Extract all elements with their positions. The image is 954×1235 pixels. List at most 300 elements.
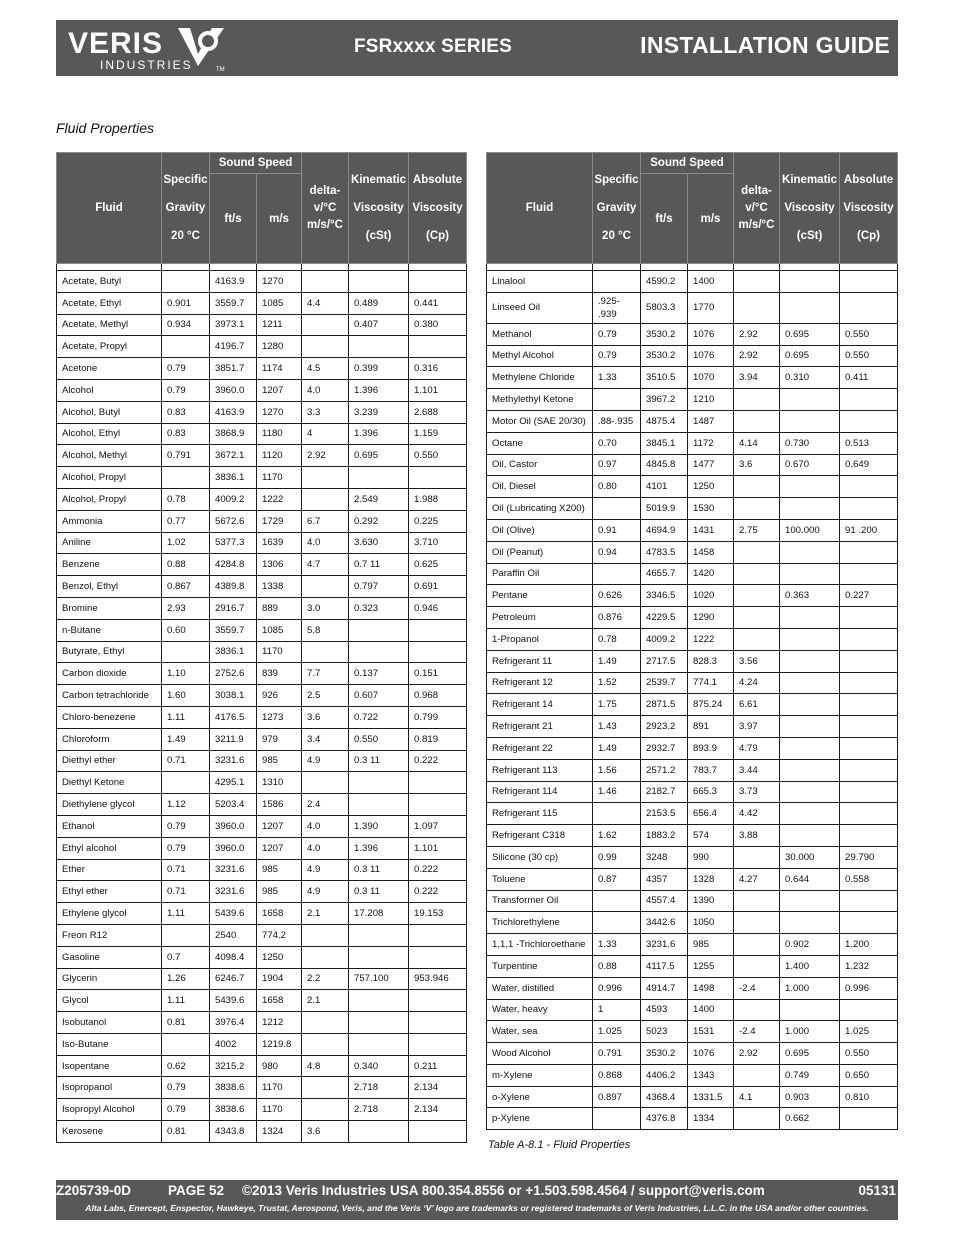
col-gravity: Specific Gravity 20 °C (593, 153, 641, 264)
kinematic-cell: 1.000 (780, 1021, 840, 1043)
fts-cell: 3960.0 (210, 837, 257, 859)
kinematic-cell: 0.137 (349, 663, 409, 685)
table-row (57, 685, 467, 707)
gravity-cell: 1.49 (593, 650, 641, 672)
table-row (57, 924, 467, 946)
ms-cell: 1270 (257, 271, 302, 293)
kinematic-cell: 3.239 (349, 401, 409, 423)
table-row (57, 532, 467, 554)
table-row (57, 597, 467, 619)
delta-cell: 3.6 (734, 454, 780, 476)
fluid-cell: Trichlorethylene (487, 912, 593, 934)
fluid-cell: Acetate, Ethyl (57, 292, 162, 314)
ms-cell: 1255 (688, 955, 734, 977)
gravity-cell (593, 563, 641, 585)
ms-cell: 1076 (688, 345, 734, 367)
kinematic-cell (780, 912, 840, 934)
fts-cell: 2932.7 (641, 737, 688, 759)
fluid-cell: Motor Oil (SAE 20/30) (487, 410, 593, 432)
absolute-cell: 0.411 (840, 367, 898, 389)
table-row (487, 934, 898, 956)
table-row (57, 728, 467, 750)
absolute-cell (409, 1033, 467, 1055)
ms-cell: 1250 (257, 946, 302, 968)
absolute-cell (840, 999, 898, 1021)
kinematic-cell: 0.489 (349, 292, 409, 314)
fluid-cell: Ethanol (57, 815, 162, 837)
fts-cell: 3231.6 (210, 881, 257, 903)
ms-cell: 1076 (688, 1043, 734, 1065)
page-number: PAGE 52 (168, 1183, 225, 1198)
table-spacer-row (57, 264, 467, 271)
delta-cell: 2.75 (734, 519, 780, 541)
fts-cell: 5019.9 (641, 498, 688, 520)
fluid-cell: Water, sea (487, 1021, 593, 1043)
fts-cell: 5203.4 (210, 794, 257, 816)
gravity-cell: 1.49 (162, 728, 210, 750)
gravity-cell (162, 772, 210, 794)
fluid-cell: Freon R12 (57, 924, 162, 946)
table-row (57, 445, 467, 467)
fluid-cell: Ethyl ether (57, 881, 162, 903)
fluid-cell: Iso-Butane (57, 1033, 162, 1055)
gravity-cell: 0.71 (162, 881, 210, 903)
delta-cell (734, 563, 780, 585)
gravity-cell: 1.11 (162, 706, 210, 728)
revision-code: 05131 (858, 1183, 896, 1198)
ms-cell: 783.7 (688, 759, 734, 781)
fts-cell: 5439.6 (210, 990, 257, 1012)
fts-cell: 3215.2 (210, 1055, 257, 1077)
kinematic-cell (780, 271, 840, 293)
kinematic-cell: 0.3 11 (349, 859, 409, 881)
ms-cell: 1431 (688, 519, 734, 541)
fluid-cell: Diethyl ether (57, 750, 162, 772)
delta-cell (734, 1064, 780, 1086)
fluid-cell: Carbon tetrachloride (57, 685, 162, 707)
table-row (57, 815, 467, 837)
absolute-cell: 0.222 (409, 859, 467, 881)
gravity-cell: 1.025 (593, 1021, 641, 1043)
fluid-cell: Carbon dioxide (57, 663, 162, 685)
delta-cell (734, 607, 780, 629)
table-row (487, 977, 898, 999)
delta-cell (734, 389, 780, 411)
delta-cell: 4.4 (302, 292, 349, 314)
spacer-cell (593, 264, 641, 271)
page-header (56, 20, 898, 76)
fts-cell: 4593 (641, 999, 688, 1021)
kinematic-cell (780, 476, 840, 498)
fts-cell: 3211.9 (210, 728, 257, 750)
absolute-cell: 91 .200 (840, 519, 898, 541)
table-row (487, 825, 898, 847)
kinematic-cell: 0.310 (780, 367, 840, 389)
table-row (487, 650, 898, 672)
fts-cell: 2871.5 (641, 694, 688, 716)
ms-cell: 1310 (257, 772, 302, 794)
delta-cell (302, 924, 349, 946)
delta-cell (734, 1108, 780, 1130)
table-row (487, 1043, 898, 1065)
table-row (487, 890, 898, 912)
gravity-cell: 0.70 (593, 432, 641, 454)
table-row (487, 1021, 898, 1043)
kinematic-cell: 1.400 (780, 955, 840, 977)
delta-cell: 4.9 (302, 750, 349, 772)
kinematic-cell: 100.000 (780, 519, 840, 541)
absolute-cell (840, 628, 898, 650)
ms-cell: 1250 (688, 476, 734, 498)
col-sound-speed: Sound Speed (641, 153, 734, 174)
fts-cell: 3868.9 (210, 423, 257, 445)
gravity-cell: 0.868 (593, 1064, 641, 1086)
kinematic-cell (349, 1033, 409, 1055)
kinematic-cell (349, 1121, 409, 1143)
fts-cell: 2182.7 (641, 781, 688, 803)
spacer-cell (487, 264, 593, 271)
delta-cell (302, 314, 349, 336)
gravity-cell: 0.60 (162, 619, 210, 641)
ms-cell: 1290 (688, 607, 734, 629)
fluid-cell: Alcohol, Butyl (57, 401, 162, 423)
kinematic-cell: 0.903 (780, 1086, 840, 1108)
absolute-cell (409, 772, 467, 794)
spacer-cell (162, 264, 210, 271)
kinematic-cell: 0.695 (780, 323, 840, 345)
kinematic-cell (349, 467, 409, 489)
kinematic-cell: 0.749 (780, 1064, 840, 1086)
gravity-cell: 1.43 (593, 716, 641, 738)
kinematic-cell (780, 716, 840, 738)
fluid-cell: Kerosene (57, 1121, 162, 1143)
fts-cell: 4343.8 (210, 1121, 257, 1143)
ms-cell: 1120 (257, 445, 302, 467)
absolute-cell: 0.211 (409, 1055, 467, 1077)
fts-cell: 2571.2 (641, 759, 688, 781)
delta-cell: 4.0 (302, 815, 349, 837)
fluid-cell: 1-Propanol (487, 628, 593, 650)
absolute-cell (840, 498, 898, 520)
kinematic-cell: 0.670 (780, 454, 840, 476)
delta-cell: 5.8 (302, 619, 349, 641)
fts-cell: 3530.2 (641, 345, 688, 367)
ms-cell: 891 (688, 716, 734, 738)
absolute-cell: 0.225 (409, 510, 467, 532)
ms-cell: 1334 (688, 1108, 734, 1130)
table-row (487, 868, 898, 890)
ms-cell: 665.3 (688, 781, 734, 803)
delta-cell: 2.1 (302, 990, 349, 1012)
kinematic-cell (349, 924, 409, 946)
absolute-cell (409, 924, 467, 946)
gravity-cell: 0.626 (593, 585, 641, 607)
spacer-cell (210, 264, 257, 271)
fts-cell: 4783.5 (641, 541, 688, 563)
delta-cell: 3.88 (734, 825, 780, 847)
absolute-cell: 0.550 (840, 323, 898, 345)
table-row (487, 454, 898, 476)
absolute-cell (409, 641, 467, 663)
delta-cell: 3.97 (734, 716, 780, 738)
absolute-cell (840, 759, 898, 781)
delta-cell: 7.7 (302, 663, 349, 685)
fluid-cell: Diethylene glycol (57, 794, 162, 816)
kinematic-cell: 0.292 (349, 510, 409, 532)
delta-cell: 4.9 (302, 859, 349, 881)
kinematic-cell (780, 890, 840, 912)
table-row (487, 519, 898, 541)
kinematic-cell (349, 772, 409, 794)
guide-title: INSTALLATION GUIDE (640, 32, 890, 58)
fluid-cell: Isopropyl Alcohol (57, 1099, 162, 1121)
kinematic-cell: 2.718 (349, 1077, 409, 1099)
fts-cell: 5377.3 (210, 532, 257, 554)
gravity-cell (162, 336, 210, 358)
delta-cell: 3.44 (734, 759, 780, 781)
delta-cell: 3.73 (734, 781, 780, 803)
table-row (57, 423, 467, 445)
fluid-cell: Chloroform (57, 728, 162, 750)
absolute-cell: 19.153 (409, 903, 467, 925)
gravity-cell: 0.83 (162, 401, 210, 423)
ms-cell: 1207 (257, 379, 302, 401)
table-row (57, 1055, 467, 1077)
gravity-cell: 0.791 (593, 1043, 641, 1065)
section-title: Fluid Properties (56, 120, 155, 136)
gravity-cell: 1.52 (593, 672, 641, 694)
ms-cell: 1328 (688, 868, 734, 890)
col-delta: delta- v/°C m/s/°C (734, 153, 780, 264)
fts-cell: 3838.6 (210, 1099, 257, 1121)
table-row (487, 1064, 898, 1086)
fts-cell: 4196.7 (210, 336, 257, 358)
delta-cell: 4.1 (734, 1086, 780, 1108)
ms-cell: 1770 (688, 292, 734, 323)
absolute-cell (840, 672, 898, 694)
gravity-cell (593, 389, 641, 411)
delta-cell (734, 890, 780, 912)
spacer-cell (780, 264, 840, 271)
table-row (57, 859, 467, 881)
delta-cell (734, 999, 780, 1021)
ms-cell: 985 (257, 859, 302, 881)
delta-cell (302, 772, 349, 794)
table-row (487, 563, 898, 585)
kinematic-cell (780, 825, 840, 847)
fluid-cell: Ether (57, 859, 162, 881)
ms-cell: 893.9 (688, 737, 734, 759)
spacer-cell (734, 264, 780, 271)
gravity-cell: 0.97 (593, 454, 641, 476)
table-row (57, 336, 467, 358)
gravity-cell: 1.62 (593, 825, 641, 847)
trademark-notice: Alta Labs, Enercept, Enspector, Hawkeye, Trustat, Aerospond, Veris, and the Veris ‘V’ logo are trademarks or registered trademarks of Veris Industries, L.L.C. in the USA and/or other countries. (85, 1203, 869, 1213)
gravity-cell (162, 271, 210, 293)
table-row (487, 607, 898, 629)
fts-cell: 3530.2 (641, 1043, 688, 1065)
gravity-cell: 0.91 (593, 519, 641, 541)
kinematic-cell (780, 607, 840, 629)
table-body (487, 264, 898, 1130)
spacer-cell (57, 264, 162, 271)
table-row (57, 903, 467, 925)
spacer-cell (688, 264, 734, 271)
absolute-cell: 29.790 (840, 846, 898, 868)
kinematic-cell (780, 292, 840, 323)
fts-cell: 5023 (641, 1021, 688, 1043)
fluid-cell: Glycol (57, 990, 162, 1012)
fts-cell: 3559.7 (210, 619, 257, 641)
fluid-cell: Methanol (487, 323, 593, 345)
delta-cell (302, 467, 349, 489)
fluid-cell: Alcohol, Methyl (57, 445, 162, 467)
ms-cell: 1530 (688, 498, 734, 520)
delta-cell: 4.14 (734, 432, 780, 454)
delta-cell: 4.7 (302, 554, 349, 576)
kinematic-cell: 0.730 (780, 432, 840, 454)
fts-cell: 3960.0 (210, 815, 257, 837)
delta-cell (734, 585, 780, 607)
delta-cell: 4.0 (302, 837, 349, 859)
table-row (487, 1108, 898, 1130)
kinematic-cell: 17.208 (349, 903, 409, 925)
absolute-cell (409, 990, 467, 1012)
fluid-cell: Methylene Chloride (487, 367, 593, 389)
fts-cell: 4406.2 (641, 1064, 688, 1086)
fts-cell: 3530.2 (641, 323, 688, 345)
absolute-cell: 0.968 (409, 685, 467, 707)
fluid-cell: Isobutanol (57, 1012, 162, 1034)
kinematic-cell (780, 498, 840, 520)
table-row (57, 314, 467, 336)
kinematic-cell: 1.390 (349, 815, 409, 837)
fts-cell: 4002 (210, 1033, 257, 1055)
gravity-cell: 1.11 (162, 903, 210, 925)
gravity-cell: 0.79 (162, 837, 210, 859)
brand-sub-text: INDUSTRIES (100, 58, 193, 72)
kinematic-cell: 0.340 (349, 1055, 409, 1077)
ms-cell: 1180 (257, 423, 302, 445)
ms-cell: 1212 (257, 1012, 302, 1034)
ms-cell: 1020 (688, 585, 734, 607)
kinematic-cell: 0.407 (349, 314, 409, 336)
absolute-cell (840, 563, 898, 585)
col-gravity: Specific Gravity 20 °C (162, 153, 210, 264)
fts-cell: 4117.5 (641, 955, 688, 977)
fts-cell: 4009.2 (210, 488, 257, 510)
absolute-cell: 1.232 (840, 955, 898, 977)
kinematic-cell (780, 541, 840, 563)
table-row (487, 737, 898, 759)
delta-cell (302, 336, 349, 358)
table-row (57, 554, 467, 576)
ms-cell: 774.1 (688, 672, 734, 694)
delta-cell: 6.61 (734, 694, 780, 716)
gravity-cell: 0.87 (593, 868, 641, 890)
ms-cell: 1170 (257, 1077, 302, 1099)
ms-cell: 990 (688, 846, 734, 868)
fts-cell: 4557.4 (641, 890, 688, 912)
ms-cell: 1338 (257, 576, 302, 598)
table-row (487, 716, 898, 738)
gravity-cell (593, 271, 641, 293)
gravity-cell: 0.78 (162, 488, 210, 510)
ms-cell: 828.3 (688, 650, 734, 672)
ms-cell: 1400 (688, 271, 734, 293)
fluid-cell: o-Xylene (487, 1086, 593, 1108)
ms-cell: 979 (257, 728, 302, 750)
gravity-cell: 0.88 (593, 955, 641, 977)
table-row (487, 432, 898, 454)
fts-cell: 4389.8 (210, 576, 257, 598)
fluid-cell: Acetate, Butyl (57, 271, 162, 293)
table-row (487, 292, 898, 323)
fluid-cell: Pentane (487, 585, 593, 607)
absolute-cell (840, 650, 898, 672)
fluid-cell: Linalool (487, 271, 593, 293)
gravity-cell (162, 924, 210, 946)
gravity-cell: 1.33 (593, 934, 641, 956)
delta-cell: 2.1 (302, 903, 349, 925)
kinematic-cell (780, 803, 840, 825)
fts-cell: 3851.7 (210, 358, 257, 380)
absolute-cell (409, 271, 467, 293)
ms-cell: 926 (257, 685, 302, 707)
ms-cell: 1076 (688, 323, 734, 345)
table-row (57, 772, 467, 794)
gravity-cell: 0.83 (162, 423, 210, 445)
spacer-cell (409, 264, 467, 271)
fluid-properties-table-left (56, 152, 467, 1143)
absolute-cell (840, 737, 898, 759)
gravity-cell: 0.78 (593, 628, 641, 650)
fluid-cell: Refrigerant 22 (487, 737, 593, 759)
absolute-cell: 0.558 (840, 868, 898, 890)
fts-cell: 1883.2 (641, 825, 688, 847)
absolute-cell: 0.222 (409, 881, 467, 903)
fluid-cell: Octane (487, 432, 593, 454)
fluid-cell: Isopentane (57, 1055, 162, 1077)
ms-cell: 1085 (257, 292, 302, 314)
delta-cell: 3.94 (734, 367, 780, 389)
ms-cell: 1085 (257, 619, 302, 641)
gravity-cell: 0.79 (162, 1099, 210, 1121)
gravity-cell: 0.88 (162, 554, 210, 576)
fluid-cell: Silicone (30 cp) (487, 846, 593, 868)
table-row (57, 467, 467, 489)
absolute-cell: 0.550 (840, 345, 898, 367)
table-row (487, 476, 898, 498)
absolute-cell: 0.810 (840, 1086, 898, 1108)
kinematic-cell: 0.644 (780, 868, 840, 890)
table-row (487, 367, 898, 389)
gravity-cell (593, 498, 641, 520)
col-absolute: Absolute Viscosity (Cp) (840, 153, 898, 264)
absolute-cell: 0.222 (409, 750, 467, 772)
fts-cell: 4914.7 (641, 977, 688, 999)
absolute-cell: 0.151 (409, 663, 467, 685)
fluid-cell: Refrigerant 113 (487, 759, 593, 781)
table-row (57, 990, 467, 1012)
ms-cell: 1170 (257, 641, 302, 663)
absolute-cell: 1.159 (409, 423, 467, 445)
fts-cell: 3960.0 (210, 379, 257, 401)
ms-cell: 1458 (688, 541, 734, 563)
gravity-cell: 1.10 (162, 663, 210, 685)
delta-cell (734, 498, 780, 520)
gravity-cell: 1.46 (593, 781, 641, 803)
